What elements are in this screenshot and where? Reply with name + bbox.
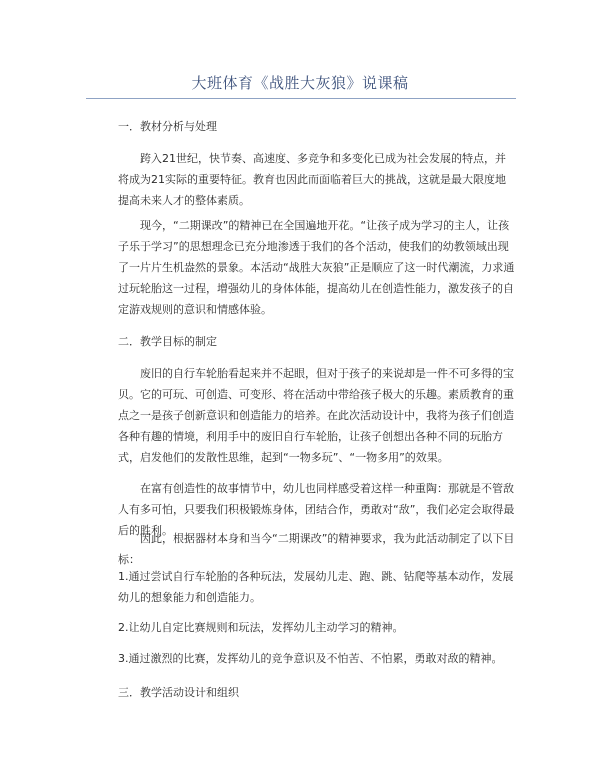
- objective-list-item-3: [118, 648, 516, 669]
- section-2-paragraph-3: [118, 528, 516, 570]
- section-1-paragraph-1: [118, 148, 516, 211]
- objective-list-item-2: [118, 617, 516, 638]
- paragraph: 废旧的自行车轮胎看起来并不起眼，但对于孩子的来说却是一件不可多得的宝贝。它的可玩、可创造、可变形、将在活动中带给孩子极大的乐趣。素质教育的重点之一是孩子创新意识和创造能力的培养。在此次活动设计中，我将为孩子们创造各种有趣的情境，利用手中的废旧自行车轮胎，让孩子创想出各种不同的玩胎方式，启发他们的发散性思维，起到“一物多玩”、“一物多用”的效果。: [118, 367, 514, 464]
- list-item: 2.让幼儿自定比赛规则和玩法，发挥幼儿主动学习的精神。: [118, 621, 404, 634]
- document-title: 大班体育《战胜大灰狼》说课稿: [191, 74, 409, 92]
- section-2-paragraph-1: [118, 363, 516, 468]
- paragraph: 在富有创造性的故事情节中，幼儿也同样感受着这样一种重陶：那就是不管敌人有多可怕，只要我们积极锻炼身体，团结合作，勇敢对“敌”，我们必定会取得最后的胜利。: [118, 482, 515, 537]
- title-underline: [86, 98, 516, 99]
- section-1-paragraph-2: [118, 215, 516, 320]
- paragraph: 现今，“二期课改”的精神已在全国遍地开花。“让孩子成为学习的主人，让孩子乐于学习”的思想理念已充分地渗透于我们的各个活动，使我们的幼教领域出现了一片片生机盎然的景象。本活动“战胜大灰狼”正是顺应了这一时代潮流，力求通过玩轮胎这一过程，增强幼儿的身体体能，提高幼儿在创造性能力，激发孩子的自定游戏规则的意识和情感体验。: [118, 219, 515, 316]
- list-item: 3.通过激烈的比赛，发挥幼儿的竞争意识及不怕苦、不怕累，勇敢对敌的精神。: [118, 652, 503, 665]
- section-heading-1: 一．教材分析与处理: [118, 120, 217, 133]
- section-heading-3: 三．教学活动设计和组织: [118, 686, 239, 699]
- list-item: 1.通过尝试自行车轮胎的各种玩法，发展幼儿走、跑、跳、钻爬等基本动作，发展幼儿的想象能力和创造能力。: [118, 570, 514, 604]
- section-heading-2: 二．教学目标的制定: [118, 335, 217, 348]
- paragraph: 跨入21世纪，快节奏、高速度、多竞争和多变化已成为社会发展的特点，并将成为21实际的重要特征。教育也因此而面临着巨大的挑战，这就是最大限度地提高未来人才的整体素质。: [118, 152, 506, 207]
- paragraph: 因此，根据器材本身和当今“二期课改”的精神要求，我为此活动制定了以下目标：: [118, 532, 515, 566]
- objective-list-item-1: [118, 566, 516, 608]
